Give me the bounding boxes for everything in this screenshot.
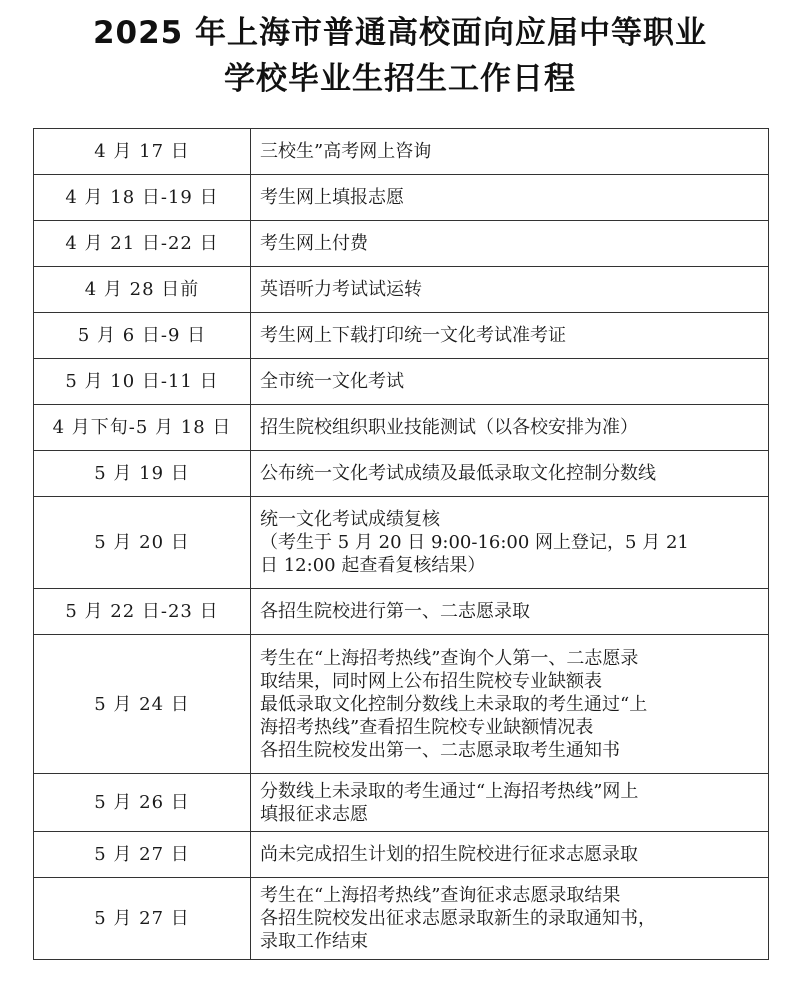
table-row (34, 221, 769, 267)
schedule-event-line: 考生网上付费 (260, 233, 368, 254)
schedule-event-line: 公布统一文化考试成绩及最低录取文化控制分数线 (260, 463, 656, 484)
schedule-date-cell: 4 月下旬-5 月 18 日 (34, 405, 251, 451)
schedule-date-cell: 5 月 26 日 (34, 774, 251, 832)
table-row (34, 774, 769, 832)
schedule-date-cell: 4 月 17 日 (34, 129, 251, 175)
schedule-event-cell (251, 589, 769, 635)
schedule-event-line: 统一文化考试成绩复核 (260, 509, 440, 530)
title-line-1: 2025 年上海市普通高校面向应届中等职业 (92, 15, 708, 51)
schedule-event-cell (251, 359, 769, 405)
schedule-event-cell (251, 405, 769, 451)
schedule-event-line: 分数线上未录取的考生通过“上海招考热线”网上 (260, 780, 639, 802)
schedule-event-cell (251, 267, 769, 313)
schedule-event-cell (251, 774, 769, 832)
schedule-event-cell (251, 175, 769, 221)
table-row (34, 175, 769, 221)
schedule-event-line: 日 12:00 起查看复核结果） (260, 555, 486, 576)
schedule-event-line: 海招考热线”查看招生院校专业缺额情况表 (260, 716, 594, 738)
schedule-event-cell (251, 635, 769, 774)
table-row (34, 878, 769, 960)
schedule-event-cell (251, 451, 769, 497)
schedule-date-cell: 5 月 6 日-9 日 (34, 313, 251, 359)
schedule-date-cell: 5 月 22 日-23 日 (34, 589, 251, 635)
schedule-event-line: 各招生院校发出征求志愿录取新生的录取通知书， (260, 908, 656, 929)
table-row (34, 405, 769, 451)
schedule-event-line: 各招生院校发出第一、二志愿录取考生通知书 (260, 739, 620, 761)
schedule-event-line: 招生院校组织职业技能测试（以各校安排为准） (260, 417, 638, 438)
schedule-event-line: （考生于 5 月 20 日 9:00-16:00 网上登记，5 月 21 (260, 532, 689, 553)
table-row (34, 635, 769, 774)
table-row (34, 589, 769, 635)
table-row (34, 267, 769, 313)
schedule-event-line: 考生网上下载打印统一文化考试准考证 (260, 325, 566, 346)
schedule-body (34, 129, 769, 960)
table-row (34, 832, 769, 878)
table-row (34, 359, 769, 405)
schedule-date-cell: 5 月 20 日 (34, 497, 251, 589)
schedule-date-cell: 5 月 27 日 (34, 832, 251, 878)
schedule-event-cell (251, 129, 769, 175)
schedule-event-cell (251, 878, 769, 960)
schedule-event-line: 全市统一文化考试 (260, 371, 404, 392)
schedule-event-cell (251, 832, 769, 878)
schedule-date-cell: 5 月 24 日 (34, 635, 251, 774)
table-row (34, 497, 769, 589)
schedule-event-line: 考生网上填报志愿 (260, 187, 404, 208)
table-row (34, 313, 769, 359)
schedule-event-line: 取结果，同时网上公布招生院校专业缺额表 (260, 670, 602, 692)
schedule-date-cell: 5 月 19 日 (34, 451, 251, 497)
schedule-event-line: 考生在“上海招考热线”查询个人第一、二志愿录 (260, 647, 639, 669)
schedule-event-line: 考生在“上海招考热线”查询征求志愿录取结果 (260, 885, 621, 906)
schedule-date-cell: 5 月 10 日-11 日 (34, 359, 251, 405)
table-row (34, 129, 769, 175)
schedule-event-line: 填报征求志愿 (260, 803, 368, 825)
schedule-date-cell: 4 月 18 日-19 日 (34, 175, 251, 221)
schedule-event-cell (251, 497, 769, 589)
schedule-date-cell: 5 月 27 日 (34, 878, 251, 960)
schedule-date-cell: 4 月 28 日前 (34, 267, 251, 313)
schedule-event-line: 英语听力考试试运转 (260, 279, 422, 300)
table-row (34, 451, 769, 497)
document-title (0, 10, 800, 102)
title-line-2: 学校毕业生招生工作日程 (224, 61, 576, 97)
schedule-event-line: 尚未完成招生计划的招生院校进行征求志愿录取 (260, 844, 638, 865)
schedule-event-line: 最低录取文化控制分数线上未录取的考生通过“上 (260, 693, 648, 715)
schedule-event-cell (251, 313, 769, 359)
schedule-event-line: 各招生院校进行第一、二志愿录取 (260, 601, 530, 622)
schedule-event-line: 录取工作结束 (260, 931, 368, 952)
schedule-table (33, 128, 769, 960)
schedule-event-line: 三校生”高考网上咨询 (260, 141, 432, 162)
schedule-date-cell: 4 月 21 日-22 日 (34, 221, 251, 267)
schedule-event-cell (251, 221, 769, 267)
